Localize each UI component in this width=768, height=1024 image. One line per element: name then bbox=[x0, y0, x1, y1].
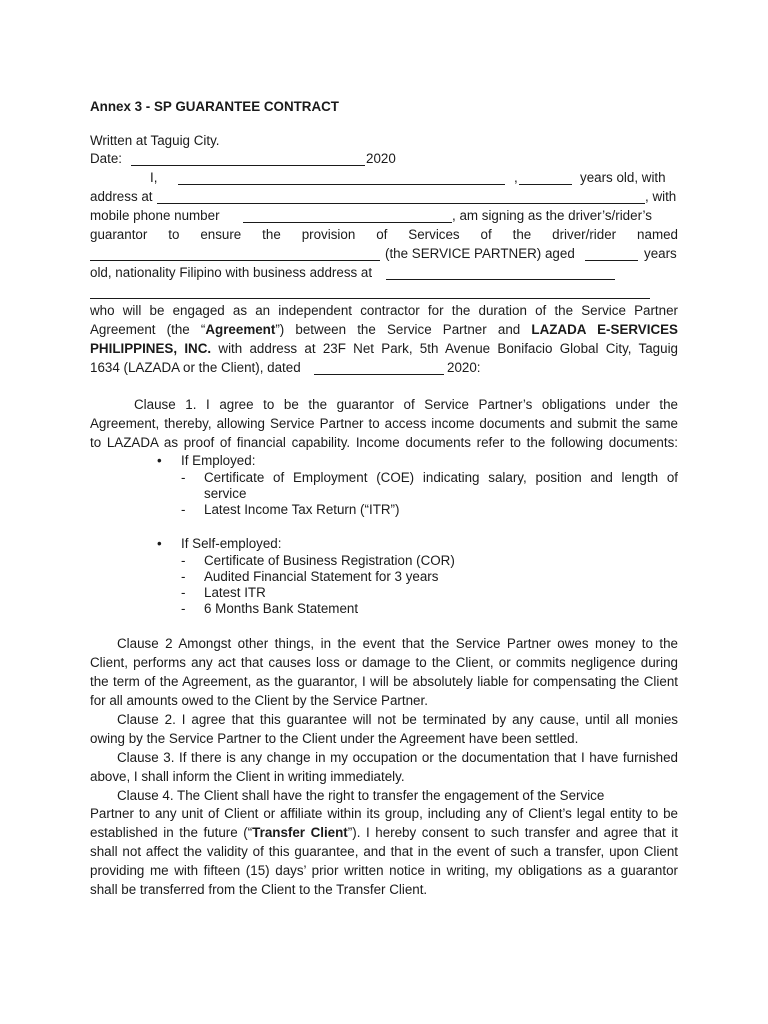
address-blank[interactable] bbox=[157, 203, 645, 204]
clause4-line4: shall not affect the validity of this guarantee, and that in the event of such a transfer, upon Client bbox=[90, 844, 678, 859]
dash-icon: - bbox=[181, 502, 186, 517]
agreement-line bbox=[90, 322, 678, 337]
employed-item-1b: service bbox=[204, 486, 247, 501]
employed-item-2: Latest Income Tax Return (“ITR”) bbox=[204, 502, 400, 517]
sp-age-blank[interactable] bbox=[585, 260, 638, 261]
clause2a-line2: Client, performs any act that causes loss or damage to the Client, or commits negligence during bbox=[90, 655, 678, 670]
dated-year: 2020: bbox=[447, 360, 481, 375]
clause2a-line4: for all amounts owed to the Client by the Service Partner. bbox=[90, 693, 428, 708]
comma: , bbox=[514, 170, 518, 185]
self-employed-item-1: Certificate of Business Registration (COR) bbox=[204, 553, 455, 568]
agreement-pre: Agreement (the “ bbox=[90, 322, 206, 337]
clause1-line2: Agreement, thereby, allowing Service Partner to access income documents and submit the same bbox=[90, 416, 678, 431]
clause4-line1: Clause 4. The Client shall have the right to transfer the engagement of the Service bbox=[117, 788, 605, 803]
with-label: , with bbox=[645, 189, 677, 204]
clause4-line3-post: ”). I hereby consent to such transfer and agree that it bbox=[347, 825, 679, 840]
lazada-line bbox=[90, 341, 678, 356]
name-blank[interactable] bbox=[178, 184, 505, 185]
self-employed-item-4: 6 Months Bank Statement bbox=[204, 601, 359, 616]
years-label: years bbox=[644, 246, 677, 261]
age-blank[interactable] bbox=[519, 184, 572, 185]
dash-icon: - bbox=[181, 601, 186, 616]
service-partner-blank[interactable] bbox=[90, 260, 380, 261]
self-employed-item-2: Audited Financial Statement for 3 years bbox=[204, 569, 439, 584]
clause3-line1: Clause 3. If there is any change in my occupation or the documentation that I have furnished bbox=[117, 750, 678, 765]
client-dated: 1634 (LAZADA or the Client), dated bbox=[90, 360, 301, 375]
dash-icon: - bbox=[181, 470, 186, 485]
years-old-label: years old, with bbox=[580, 170, 666, 185]
agreement-post: ”) between the Service Partner and bbox=[275, 322, 521, 337]
lazada-name-2: PHILIPPINES, INC. bbox=[90, 341, 212, 356]
date-blank[interactable] bbox=[131, 165, 365, 166]
clause4-line2: Partner to any unit of Client or affiliate within its group, including any of Client’s legal entity to be bbox=[90, 806, 678, 821]
clause2b-line2: owing by the Service Partner to the Client under the Agreement have been settled. bbox=[90, 731, 579, 746]
date-year: 2020 bbox=[366, 151, 396, 166]
lazada-address: with address at 23F Net Park, 5th Avenue Bonifacio Global City, Taguig bbox=[218, 341, 679, 356]
clause1-line1: Clause 1. I agree to be the guarantor of Service Partner’s obligations under the bbox=[134, 397, 678, 412]
page-title: Annex 3 - SP GUARANTEE CONTRACT bbox=[90, 99, 339, 114]
engaged-line: who will be engaged as an independent contractor for the duration of the Service Partner bbox=[90, 303, 678, 318]
clause2a-line1: Clause 2 Amongst other things, in the event that the Service Partner owes money to the bbox=[117, 636, 678, 651]
bullet-icon: • bbox=[157, 453, 162, 468]
clause2b-line1: Clause 2. I agree that this guarantee will not be terminated by any cause, until all monies bbox=[117, 712, 678, 727]
self-employed-item-3: Latest ITR bbox=[204, 585, 266, 600]
clause2a-line3: the term of the Agreement, as the guarantor, I will be absolutely liable for compensating the Client bbox=[90, 674, 678, 689]
business-address-blank[interactable] bbox=[386, 279, 615, 280]
transfer-client-bold: Transfer Client bbox=[252, 825, 348, 840]
dash-icon: - bbox=[181, 553, 186, 568]
dash-icon: - bbox=[181, 585, 186, 600]
agreement-bold: Agreement bbox=[205, 322, 276, 337]
clause4-line3-pre: established in the future (“ bbox=[90, 825, 253, 840]
clause3-line2: above, I shall inform the Client in writing immediately. bbox=[90, 769, 405, 784]
lazada-name-1: LAZADA E-SERVICES bbox=[531, 322, 678, 337]
written-at: Written at Taguig City. bbox=[90, 133, 220, 148]
clause4-line3 bbox=[90, 825, 678, 840]
clause1-line3: to LAZADA as proof of financial capability. Income documents refer to the following documents: bbox=[90, 435, 678, 450]
self-employed-label: If Self-employed: bbox=[181, 536, 282, 551]
bullet-icon: • bbox=[157, 536, 162, 551]
dated-blank[interactable] bbox=[314, 374, 444, 375]
nationality-text: old, nationality Filipino with business address at bbox=[90, 265, 373, 280]
employed-label: If Employed: bbox=[181, 453, 256, 468]
business-address-blank-2[interactable] bbox=[90, 298, 650, 299]
mobile-label: mobile phone number bbox=[90, 208, 220, 223]
dash-icon: - bbox=[181, 569, 186, 584]
guarantor-line: guarantor to ensure the provision of Services of the driver/rider named bbox=[90, 227, 678, 242]
i-label: I, bbox=[150, 170, 158, 185]
address-label: address at bbox=[90, 189, 153, 204]
date-label: Date: bbox=[90, 151, 123, 166]
clause4-line5: providing me with fifteen (15) days’ prior written notice in writing, my obligations as a guarantor bbox=[90, 863, 678, 878]
service-partner-label: (the SERVICE PARTNER) aged bbox=[385, 246, 575, 261]
employed-item-1: Certificate of Employment (COE) indicating salary, position and length of bbox=[204, 470, 678, 485]
signing-text: , am signing as the driver’s/rider’s bbox=[452, 208, 652, 223]
clause4-line6: shall be transferred from the Client to the Transfer Client. bbox=[90, 882, 428, 897]
mobile-blank[interactable] bbox=[243, 222, 452, 223]
